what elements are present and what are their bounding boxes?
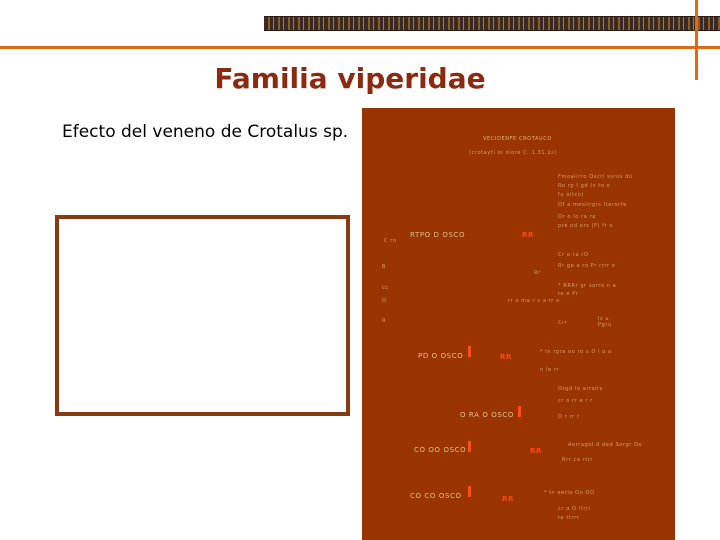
panel-arrow-label: RR <box>530 447 542 455</box>
decorative-header-bar <box>264 16 720 31</box>
panel-line: Cr o ra rO <box>558 252 589 258</box>
panel-line: B <box>382 264 387 270</box>
panel-line: R <box>382 318 387 324</box>
panel-line: Rrr ca rtrr <box>562 457 594 463</box>
panel-line: cr o O ltrri <box>558 506 591 512</box>
panel-marker <box>468 486 471 497</box>
panel-line: * RRRr gr sorro n a <box>558 283 617 289</box>
panel-line: cr o rr e r r <box>558 398 593 404</box>
panel-node-label: PD O OSCO <box>418 352 464 360</box>
panel-marker <box>468 346 471 357</box>
image-placeholder-frame <box>55 215 350 416</box>
panel-arrow-label: RR <box>502 495 514 503</box>
panel-node-label: RTPO D OSCO <box>410 231 466 239</box>
panel-header-sub: (crotayti ol olore C. 1.31.1s) <box>469 150 557 156</box>
accent-horizontal-line <box>0 46 720 49</box>
diagram-panel <box>362 108 675 540</box>
panel-line: Fmoalirro Oscrl ssros do <box>558 174 633 180</box>
panel-line: Or o lo ra ra <box>558 214 596 220</box>
panel-line: Rr ge a ro Pr rrrr o <box>558 263 616 269</box>
panel-arrow-label: RR <box>522 231 534 239</box>
panel-line: pre od ors (F) fr o <box>558 223 614 229</box>
panel-marker <box>468 441 471 452</box>
panel-header: VECIOENFE CROTAUCO <box>483 136 552 142</box>
panel-line: re ttrrr <box>558 515 580 521</box>
slide-title: Familia viperidae <box>214 62 486 95</box>
panel-line: cc <box>382 285 389 291</box>
panel-line: Ro rp I gd (s to o <box>558 183 611 189</box>
panel-line: fu oltco) <box>558 192 585 198</box>
panel-node-label: O RA O OSCO <box>460 411 515 419</box>
panel-line: O <box>382 298 387 304</box>
panel-line: rr o ma r s a rr o <box>508 298 560 304</box>
panel-line: O r rr r <box>558 414 580 420</box>
panel-line: Of a mesilrgrs Iterorfe <box>558 202 627 208</box>
panel-line: Rr <box>534 270 541 276</box>
panel-node-label: CO OO OSCO <box>414 446 467 454</box>
panel-line: Pgru <box>598 322 612 328</box>
panel-line: n le rr <box>540 367 560 373</box>
panel-line: * In eerlo Oo OO <box>544 490 595 496</box>
panel-arrow-label: RR <box>500 353 512 361</box>
panel-line: C ro <box>384 238 397 244</box>
panel-line: re e Pr <box>558 291 579 297</box>
panel-line: Crr <box>558 320 568 326</box>
slide-subtitle: Efecto del veneno de Crotalus sp. <box>62 122 349 142</box>
panel-marker <box>518 406 521 417</box>
panel-line: ls u <box>598 316 610 322</box>
panel-line: Aorragol d ded Sorgr Do <box>568 442 643 448</box>
panel-line: Otgd lo arrolrs <box>558 386 603 392</box>
panel-node-label: CO CO OSCO <box>410 492 462 500</box>
panel-line: * In rgre oo ro s O l o o <box>540 349 612 355</box>
